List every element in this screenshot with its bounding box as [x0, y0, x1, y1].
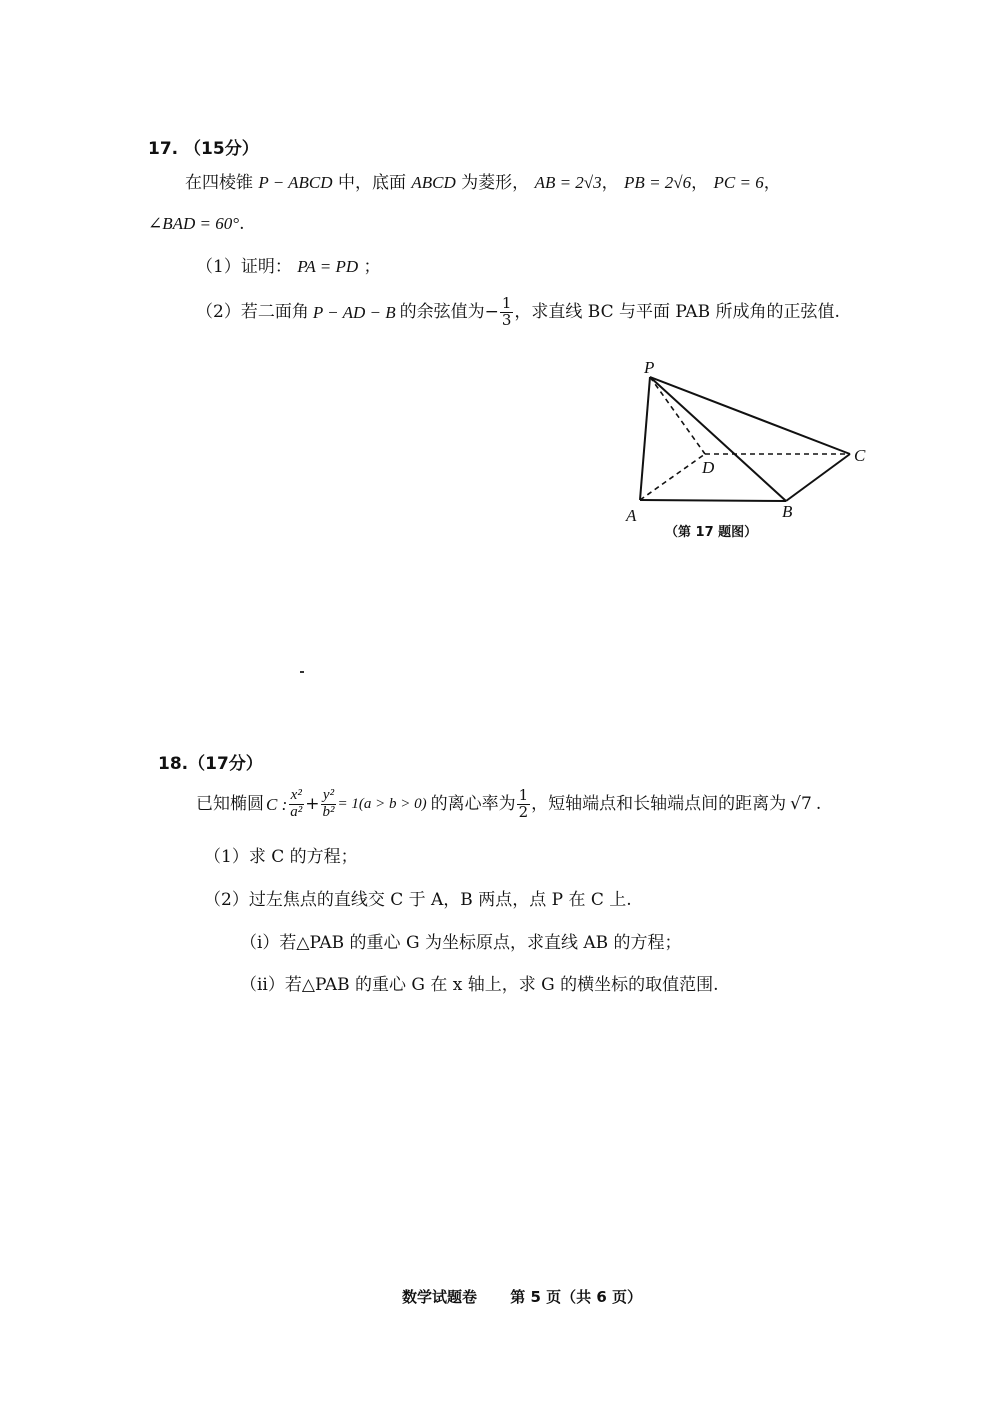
- q17-angle: ∠BAD = 60°: [148, 214, 240, 233]
- q18-stem: [196, 788, 821, 821]
- edge-PA: [640, 377, 650, 500]
- q17-sep2: ，: [691, 173, 709, 193]
- vertex-label-c: C: [854, 446, 866, 465]
- q17-ab: AB = 2√3: [534, 173, 602, 192]
- q17-p2-tail: ，求直线 BC 与平面 PAB 所成角的正弦值.: [514, 301, 840, 322]
- q18-e-den: 2: [518, 802, 529, 821]
- q18-y-den: b²: [322, 803, 335, 820]
- q18-eq-tail: = 1(a > b > 0): [337, 795, 427, 812]
- q17-stem-b: 中，底面: [337, 173, 406, 193]
- q17-stem-a: 在四棱锥: [185, 173, 253, 193]
- edge-PB: [650, 377, 786, 501]
- stray-mark: [300, 671, 304, 673]
- q18-y-fraction: [321, 788, 337, 821]
- q17-sep1: ，: [601, 173, 619, 193]
- q17-pyramid: P − ABCD: [258, 173, 333, 192]
- q18-stem-b: 的离心率为: [430, 793, 516, 814]
- q17-minus: −: [484, 301, 499, 322]
- q18-ellipse-name: C :: [266, 794, 288, 814]
- q17-p1-label: （1）证明：: [196, 257, 292, 277]
- q17-p2-label: （2）若二面角: [196, 301, 309, 322]
- q17-stem-line1: [185, 174, 781, 192]
- q17-sep3: ，: [763, 173, 781, 193]
- q17-cos-num: 1: [501, 294, 512, 312]
- q17-part2: [196, 296, 840, 329]
- q17-figure: [610, 355, 880, 525]
- vertex-label-d: D: [702, 458, 715, 477]
- q18-e-num: 1: [518, 786, 529, 804]
- vertex-label-b: B: [782, 502, 793, 521]
- q17-p1-end: ；: [363, 257, 381, 277]
- edge-BC: [786, 454, 850, 501]
- edge-PC: [650, 377, 850, 454]
- q17-pb: PB = 2√6: [624, 173, 692, 192]
- q18-part2-ii: （ii）若△PAB 的重心 G 在 x 轴上，求 G 的横坐标的取值范围.: [240, 975, 719, 995]
- q18-part2-i: （i）若△PAB 的重心 G 为坐标原点，求直线 AB 的方程；: [240, 933, 682, 953]
- q17-number: 17.: [148, 139, 179, 159]
- q17-sep4: .: [239, 214, 245, 234]
- q18-part1: （1）求 C 的方程；: [204, 847, 358, 867]
- q17-base: ABCD: [411, 173, 456, 192]
- q18-plus: +: [305, 793, 320, 814]
- vertex-label-a: A: [626, 506, 637, 525]
- q18-number: 18.: [158, 754, 189, 774]
- q17-part1: [196, 258, 381, 276]
- q17-p1-expr: PA = PD: [297, 257, 359, 276]
- q18-stem-end: .: [815, 793, 822, 814]
- edge-AD-hidden: [640, 454, 705, 500]
- page-footer: [402, 1286, 642, 1307]
- q17-p2-angle: P − AD − B: [312, 302, 396, 322]
- q17-score: （15分）: [184, 139, 259, 159]
- q17-cos-fraction: [500, 296, 514, 329]
- q18-e-fraction: [517, 788, 531, 821]
- footer-subject: 数学试题卷: [402, 1288, 478, 1306]
- q17-p2-mid: 的余弦值为: [399, 301, 485, 322]
- footer-page-number: 第 5 页（共 6 页）: [510, 1288, 643, 1306]
- q18-x-fraction: [288, 788, 304, 821]
- q18-header: [158, 749, 263, 774]
- q17-stem-line2: [148, 215, 244, 233]
- q18-x-num: x²: [290, 787, 302, 803]
- q18-dist: √7: [790, 793, 812, 814]
- q18-part2: （2）过左焦点的直线交 C 于 A，B 两点，点 P 在 C 上.: [204, 890, 632, 910]
- q17-stem-c: 为菱形，: [461, 173, 530, 193]
- q18-y-num: y²: [322, 787, 335, 803]
- q18-x-den: a²: [290, 803, 303, 820]
- q18-score: （17分）: [188, 754, 263, 774]
- q18-stem-c: ，短轴端点和长轴端点间的距离为: [531, 793, 787, 814]
- edge-AB: [640, 500, 786, 501]
- q18-stem-a: 已知椭圆: [196, 793, 264, 814]
- q17-pc: PC = 6: [713, 173, 764, 192]
- q17-figure-caption: （第 17 题图）: [665, 525, 758, 540]
- q17-header: [148, 134, 259, 159]
- q17-cos-den: 3: [501, 310, 512, 329]
- vertex-label-p: P: [644, 358, 655, 377]
